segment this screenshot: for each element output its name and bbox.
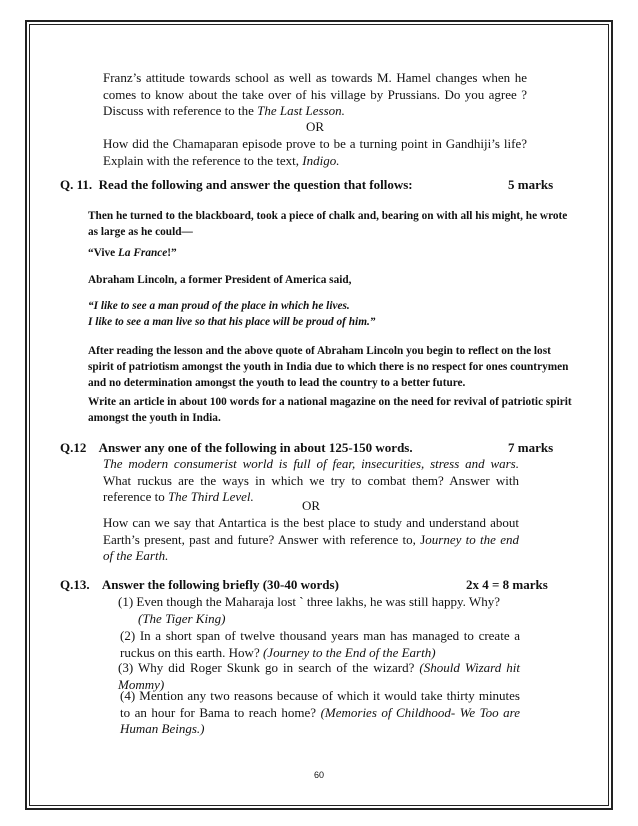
q11-vive-line: [88, 245, 578, 261]
q13-item-2: [120, 628, 520, 661]
q13-item-1-ref: (The Tiger King): [138, 610, 226, 626]
q13-item-4-num: (4): [120, 688, 136, 703]
q12-opt1-title: The Third Level.: [167, 489, 254, 504]
q11-heading: [60, 177, 413, 193]
q11-task: Write an article in about 100 words for a national magazine on the need for revival of patriotic spirit amongst the youth in India.: [88, 396, 572, 424]
page-number: 60: [313, 770, 324, 780]
q12-heading: [60, 440, 413, 456]
q13-title: Answer the following briefly (30-40 words): [101, 577, 339, 592]
q13-item-2-ref: (Journey to the End of the Earth): [262, 644, 436, 660]
q11-number: Q. 11.: [60, 177, 93, 192]
q11-vive-open: “Vive: [88, 247, 119, 259]
q12-number: Q.12: [60, 440, 87, 455]
q13-item-3-num: (3): [118, 660, 134, 675]
q13-item-4-ref: (Memories of Childhood- We Too are Human Beings.): [120, 704, 520, 736]
q12-marks: 7 marks: [508, 440, 554, 455]
q12-or: OR: [301, 498, 321, 513]
q12-option2: [103, 515, 519, 565]
q11-quote-line1: “I like to see a man proud of the place in which he lives.: [88, 300, 350, 312]
q13-item-3-ref: (Should Wizard hit Mommy): [118, 660, 521, 692]
q13-item-1-text: Even though the Maharaja lost ` three lakhs, he was still happy. Why?: [136, 594, 500, 609]
q11-vive-italic: La France: [118, 247, 168, 259]
q12-opt2-title: ourney to the end of the Earth.: [103, 531, 519, 563]
q12-title: Answer any one of the following in about 125-150 words.: [98, 440, 413, 455]
intro-alt-text: How did the Chamaparan episode prove to be a turning point in Gandhiji’s life? Explain with the reference to the text,: [103, 136, 527, 168]
q11-title: Read the following and answer the question that follows:: [98, 177, 413, 192]
q11-context: After reading the lesson and the above quote of Abraham Lincoln you begin to reflect on the lost spirit of patriotism amongst the youth in India due to which there is no respect for ones countrymen and no determination amongst the youth to lead the country to a better future.: [88, 345, 569, 389]
q12-opt1-italic: The modern consumerist world is full of fear, insecurities, stress and wars.: [103, 456, 519, 471]
q11-lincoln-intro: Abraham Lincoln, a former President of America said,: [88, 274, 352, 286]
q13-item-4: [120, 688, 520, 738]
q11-marks: 5 marks: [508, 177, 554, 192]
q11-vive-close: !”: [167, 247, 177, 259]
q13-item-3-text: Why did Roger Skunk go in search of the wizard?: [137, 660, 420, 675]
q13-number: Q.13.: [60, 577, 90, 592]
intro-alt-title: Indigo.: [302, 152, 340, 168]
intro-question-title: The Last Lesson.: [257, 103, 345, 118]
q13-item-2-num: (2): [120, 628, 136, 643]
q11-quote-line2: I like to see a man live so that his place will be proud of him.”: [88, 316, 376, 328]
intro-question-text: Franz’s attitude towards school as well as towards M. Hamel changes when he comes to know about the take over of his village by Prussians. Do you agree ? Discuss with reference to the: [103, 70, 527, 118]
q13-item-1: [118, 594, 538, 627]
q11-passage: Then he turned to the blackboard, took a piece of chalk and, bearing on with all his might, he wrote as large as he could—: [88, 210, 568, 238]
q13-item-1-num: (1): [118, 594, 134, 609]
q13-item-2-text: In a short span of twelve thousand years man has managed to create a ruckus on this earth. How?: [120, 628, 520, 660]
q13-marks: 2x 4 = 8 marks: [466, 577, 548, 592]
q12-opt1-text: What ruckus are the ways in which we try to combat them? Answer with reference to: [103, 472, 519, 504]
intro-question: [103, 70, 527, 120]
q12-opt2-text: How can we say that Antartica is the best place to study and understand about Earth’s present, past and future? Answer with reference to, J: [103, 515, 519, 547]
q13-item-4-text: Mention any two reasons because of which it would take thirty minutes to an hour for Bama to reach home?: [120, 688, 520, 720]
intro-or: OR: [305, 119, 325, 134]
intro-alt-question: [103, 136, 527, 169]
q13-heading: [60, 577, 339, 593]
